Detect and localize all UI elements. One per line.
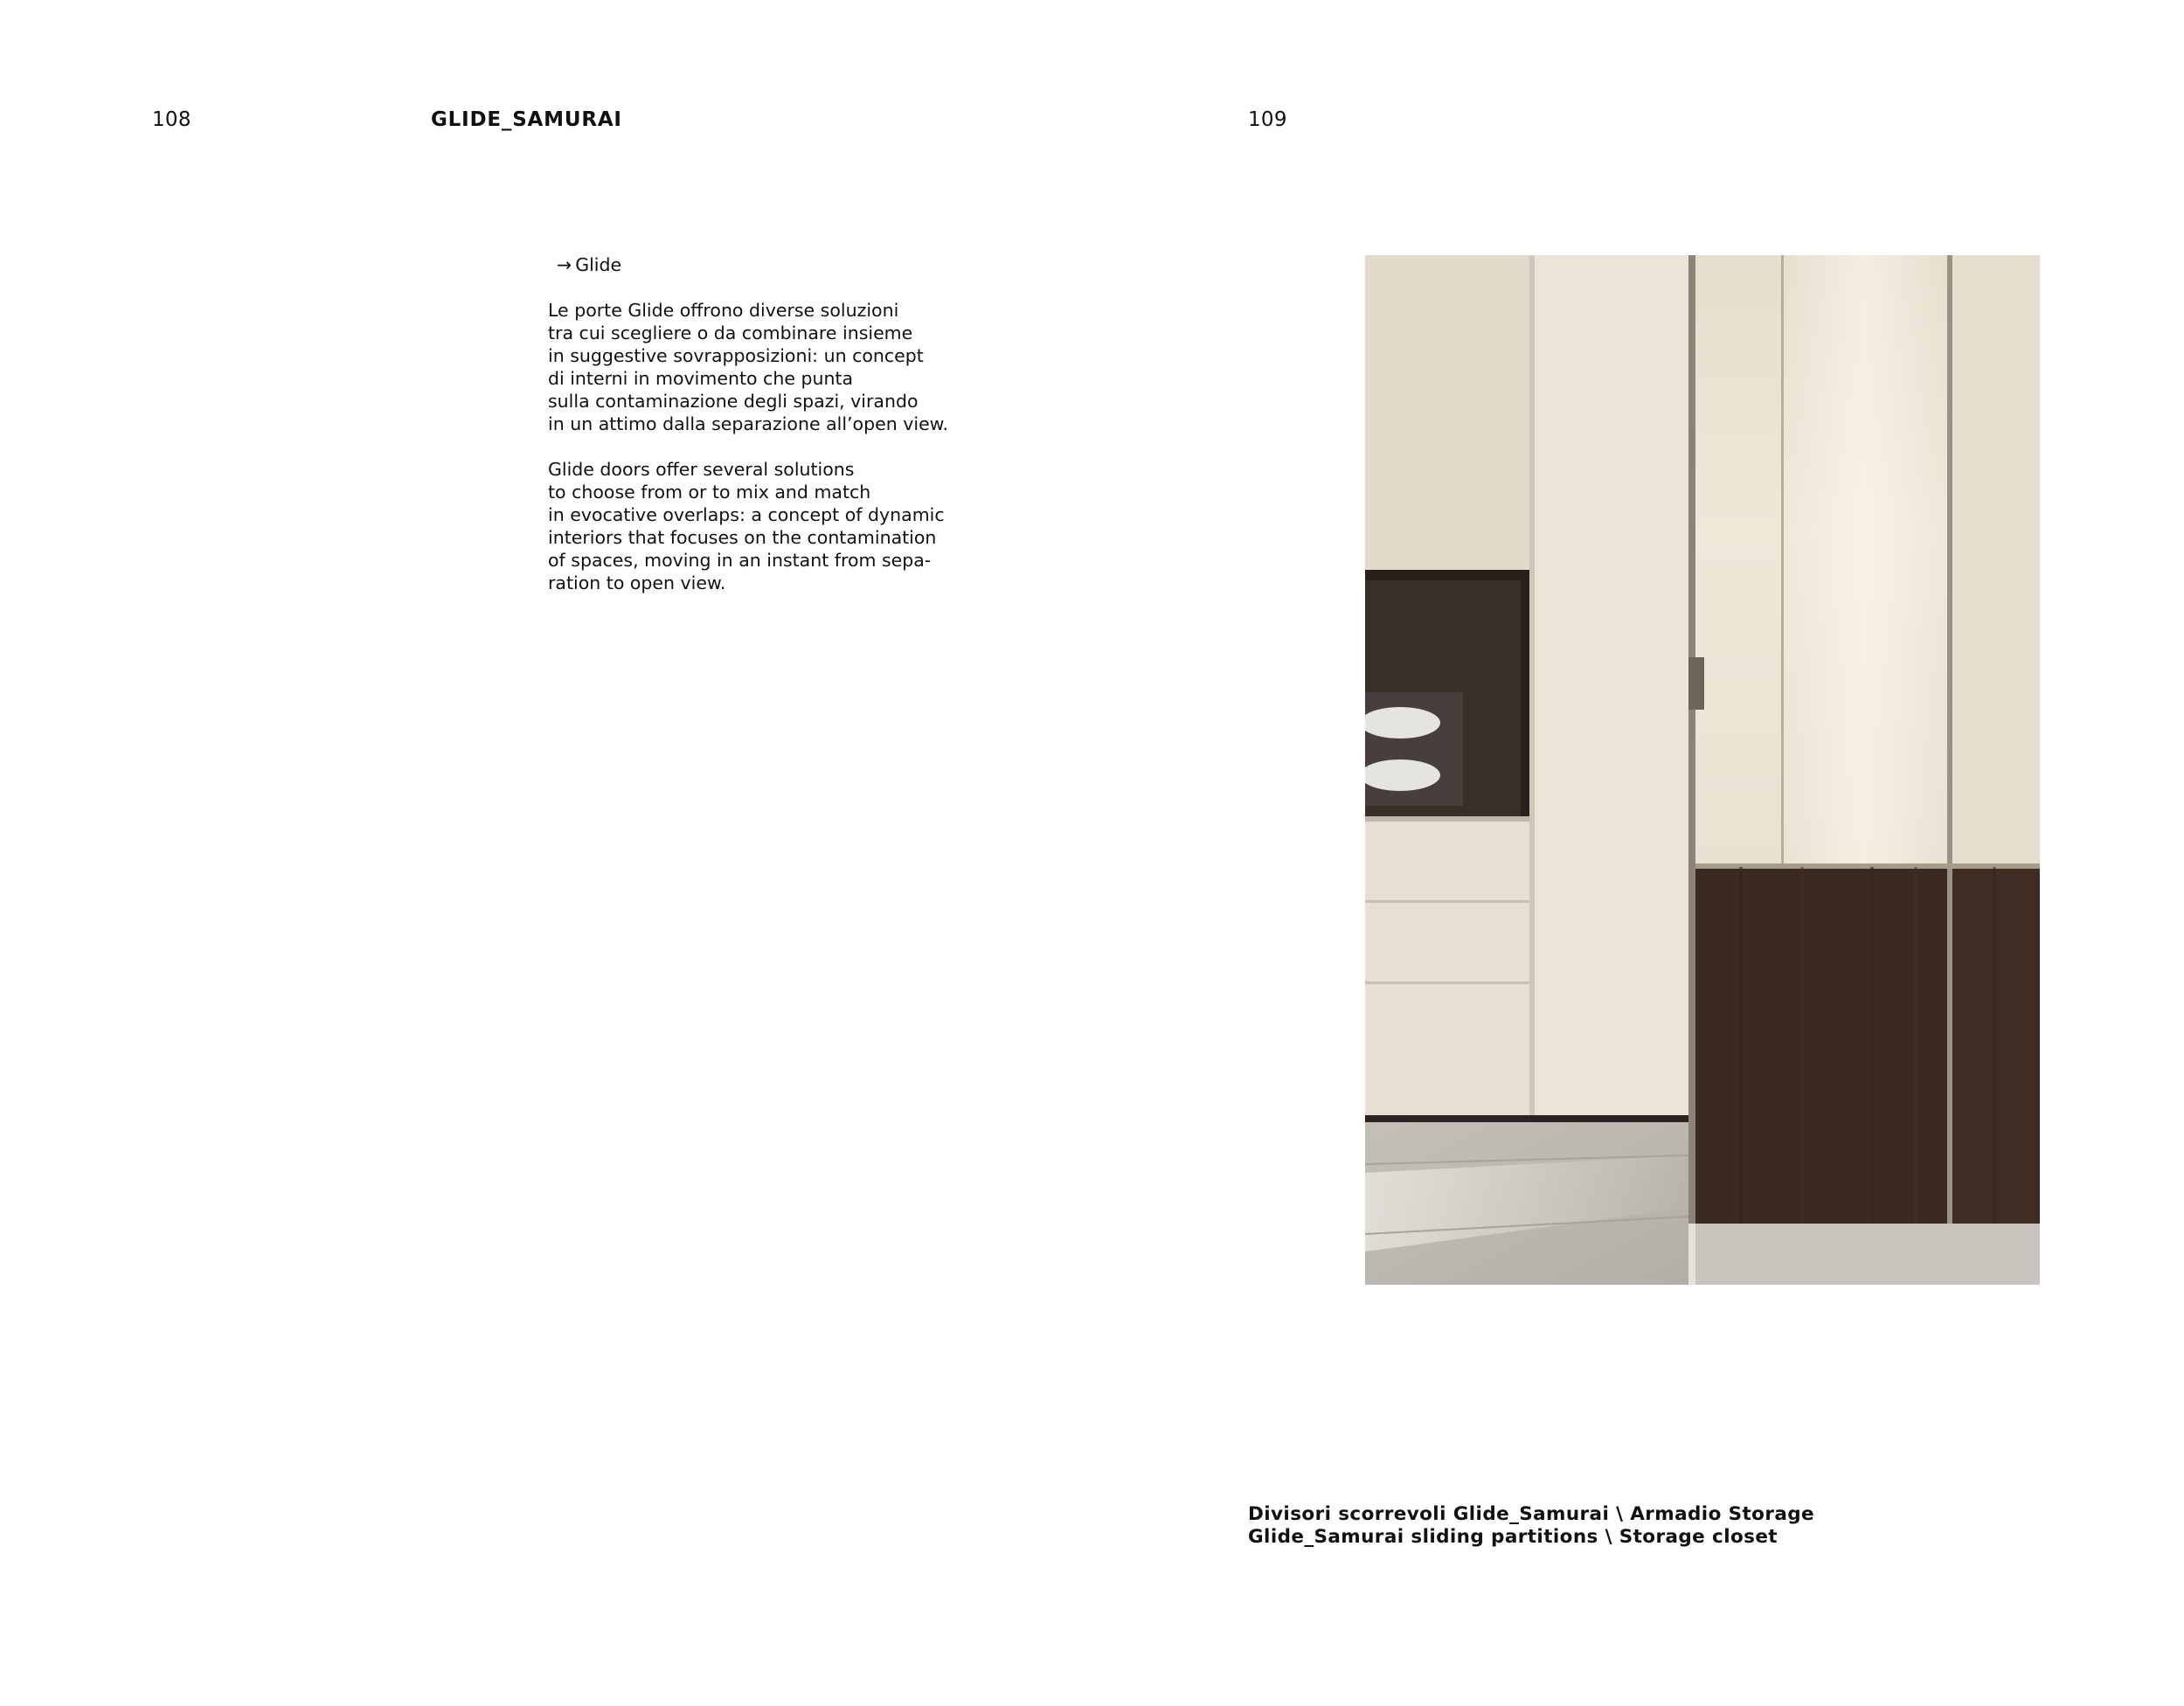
product-photo [1365,255,2040,1285]
section-title: GLIDE_SAMURAI [431,108,622,131]
caption-italian: Divisori scorrevoli Glide_Samurai \ Armadio Storage [1248,1503,1815,1525]
arrow-right-icon: → [557,254,572,275]
page-number-left: 108 [152,108,191,131]
body-text [548,253,1037,594]
caption-english: Glide_Samurai sliding partitions \ Storage closet [1248,1526,1778,1548]
crossref-label: Glide [575,254,622,275]
paragraph-english: Glide doors offer several solutions to choose from or to mix and match in evocative overlaps: a concept of dynamic interiors that focuses on the contamination of spaces, moving in an instant from sepa- ration to open view. [548,459,945,593]
photo-caption [1248,1503,1814,1549]
crossref-glide[interactable] [557,253,1037,276]
paragraph-italian: Le porte Glide offrono diverse soluzioni tra cui scegliere o da combinare insieme in suggestive sovrapposizioni: un concept di interni in movimento che punta sulla contaminazione degli spazi, virando in un attimo dalla separazione all’open view. [548,300,949,434]
page-number-right: 109 [1248,108,1287,131]
